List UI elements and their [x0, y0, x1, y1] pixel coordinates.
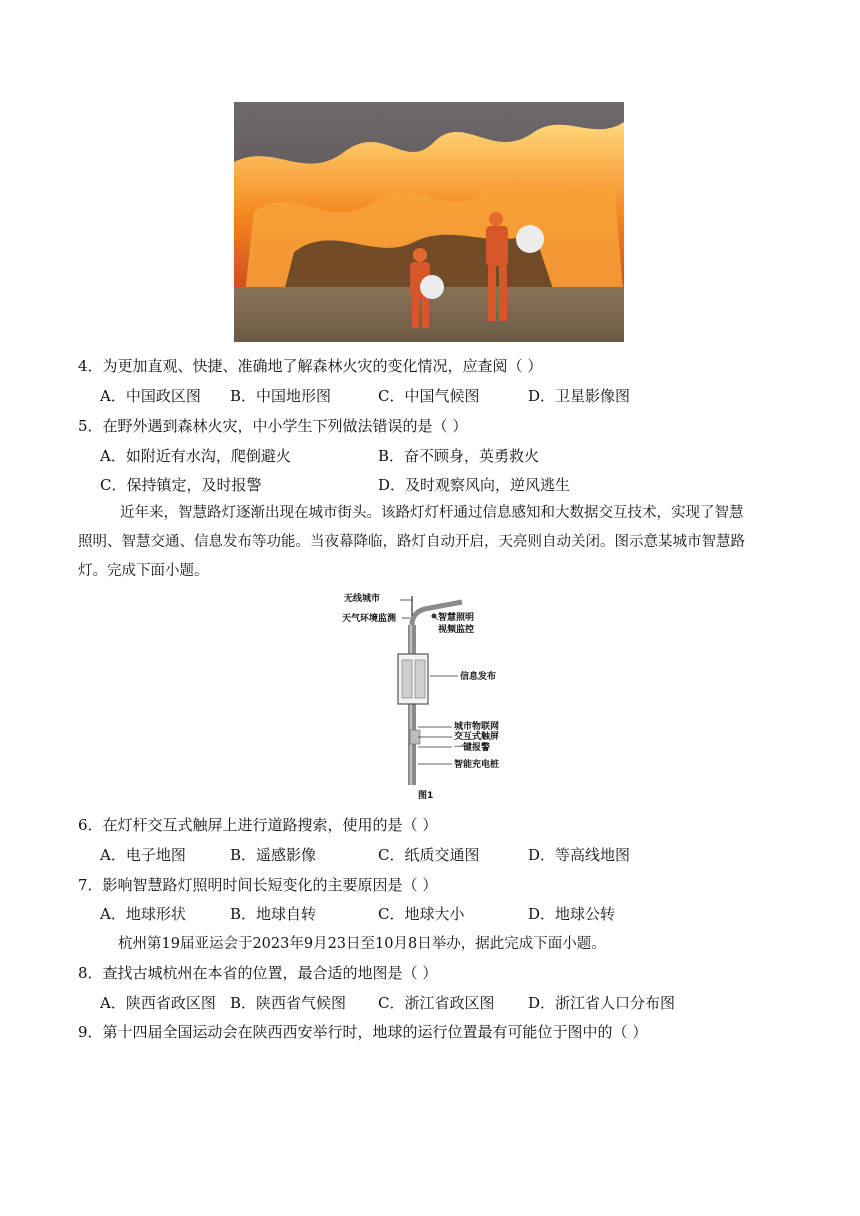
question-9-stem: 9．第十四届全国运动会在陕西西安举行时，地球的运行位置最有可能位于图中的（ ） [78, 1023, 648, 1041]
q6-option-d: D．等高线地图 [528, 846, 631, 864]
smart-streetlight-figure [340, 590, 540, 805]
label-iot: 城市物联网 [454, 722, 500, 732]
passage-asian-games: 杭州第19届亚运会于2023年9月23日至10月8日举办，据此完成下面小题。 [118, 936, 606, 952]
q7-option-c: C．地球大小 [378, 905, 465, 923]
label-video-monitor: 视频监控 [438, 625, 475, 635]
q4-option-c: C．中国气候图 [378, 387, 480, 405]
question-5-stem: 5．在野外遇到森林火灾，中小学生下列做法错误的是（ ） [78, 417, 468, 435]
q6-option-c: C．纸质交通图 [378, 846, 480, 864]
figure-caption: 图1 [418, 791, 434, 801]
question-8-stem: 8．查找古城杭州在本省的位置，最合适的地图是（ ） [78, 964, 438, 982]
q4-option-d: D．卫星影像图 [528, 387, 631, 405]
q5-option-c: C．保持镇定，及时报警 [100, 476, 262, 494]
label-touchscreen: 交互式触屏 [454, 732, 500, 742]
passage-smart-streetlight [78, 499, 778, 586]
label-charging: 智能充电桩 [454, 760, 500, 770]
q5-option-a: A．如附近有水沟，爬倒避火 [100, 447, 291, 465]
q7-option-d: D．地球公转 [528, 905, 616, 923]
q8-option-c: C．浙江省政区图 [378, 994, 495, 1012]
q5-option-b: B．奋不顾身，英勇救火 [378, 447, 540, 465]
q6-option-a: A．电子地图 [100, 846, 186, 864]
question-6-stem: 6．在灯杆交互式触屏上进行道路搜索，使用的是（ ） [78, 816, 438, 834]
label-info-publish: 信息发布 [460, 672, 497, 682]
label-wireless-city: 无线城市 [344, 594, 381, 604]
q8-option-d: D．浙江省人口分布图 [528, 994, 676, 1012]
label-weather-monitor: 天气环境监测 [342, 614, 397, 624]
label-smart-lighting: 智慧照明 [438, 613, 475, 623]
question-4-stem: 4．为更加直观、快捷、准确地了解森林火灾的变化情况，应查阅（ ） [78, 357, 543, 375]
q8-option-b: B．陕西省气候图 [230, 994, 347, 1012]
q4-option-a: A．中国政区图 [100, 387, 201, 405]
passage-line-1: 近年来，智慧路灯逐渐出现在城市街头。该路灯灯杆通过信息感知和大数据交互技术，实现了智慧 [120, 505, 744, 521]
label-alarm: 一键报警 [454, 743, 491, 753]
q5-option-d: D．及时观察风向，逆风逃生 [378, 476, 571, 494]
passage-line-2: 照明、智慧交通、信息发布等功能。当夜幕降临，路灯自动开启，天亮则自动关闭。图示意某城市智慧路 [78, 534, 745, 550]
question-7-stem: 7．影响智慧路灯照明时间长短变化的主要原因是（ ） [78, 876, 438, 894]
forest-fire-photo [234, 102, 624, 342]
q7-option-b: B．地球自转 [230, 905, 317, 923]
q8-option-a: A．陕西省政区图 [100, 994, 216, 1012]
q4-option-b: B．中国地形图 [230, 387, 332, 405]
q6-option-b: B．遥感影像 [230, 846, 317, 864]
q7-option-a: A．地球形状 [100, 905, 186, 923]
passage-line-3: 灯。完成下面小题。 [78, 563, 209, 579]
